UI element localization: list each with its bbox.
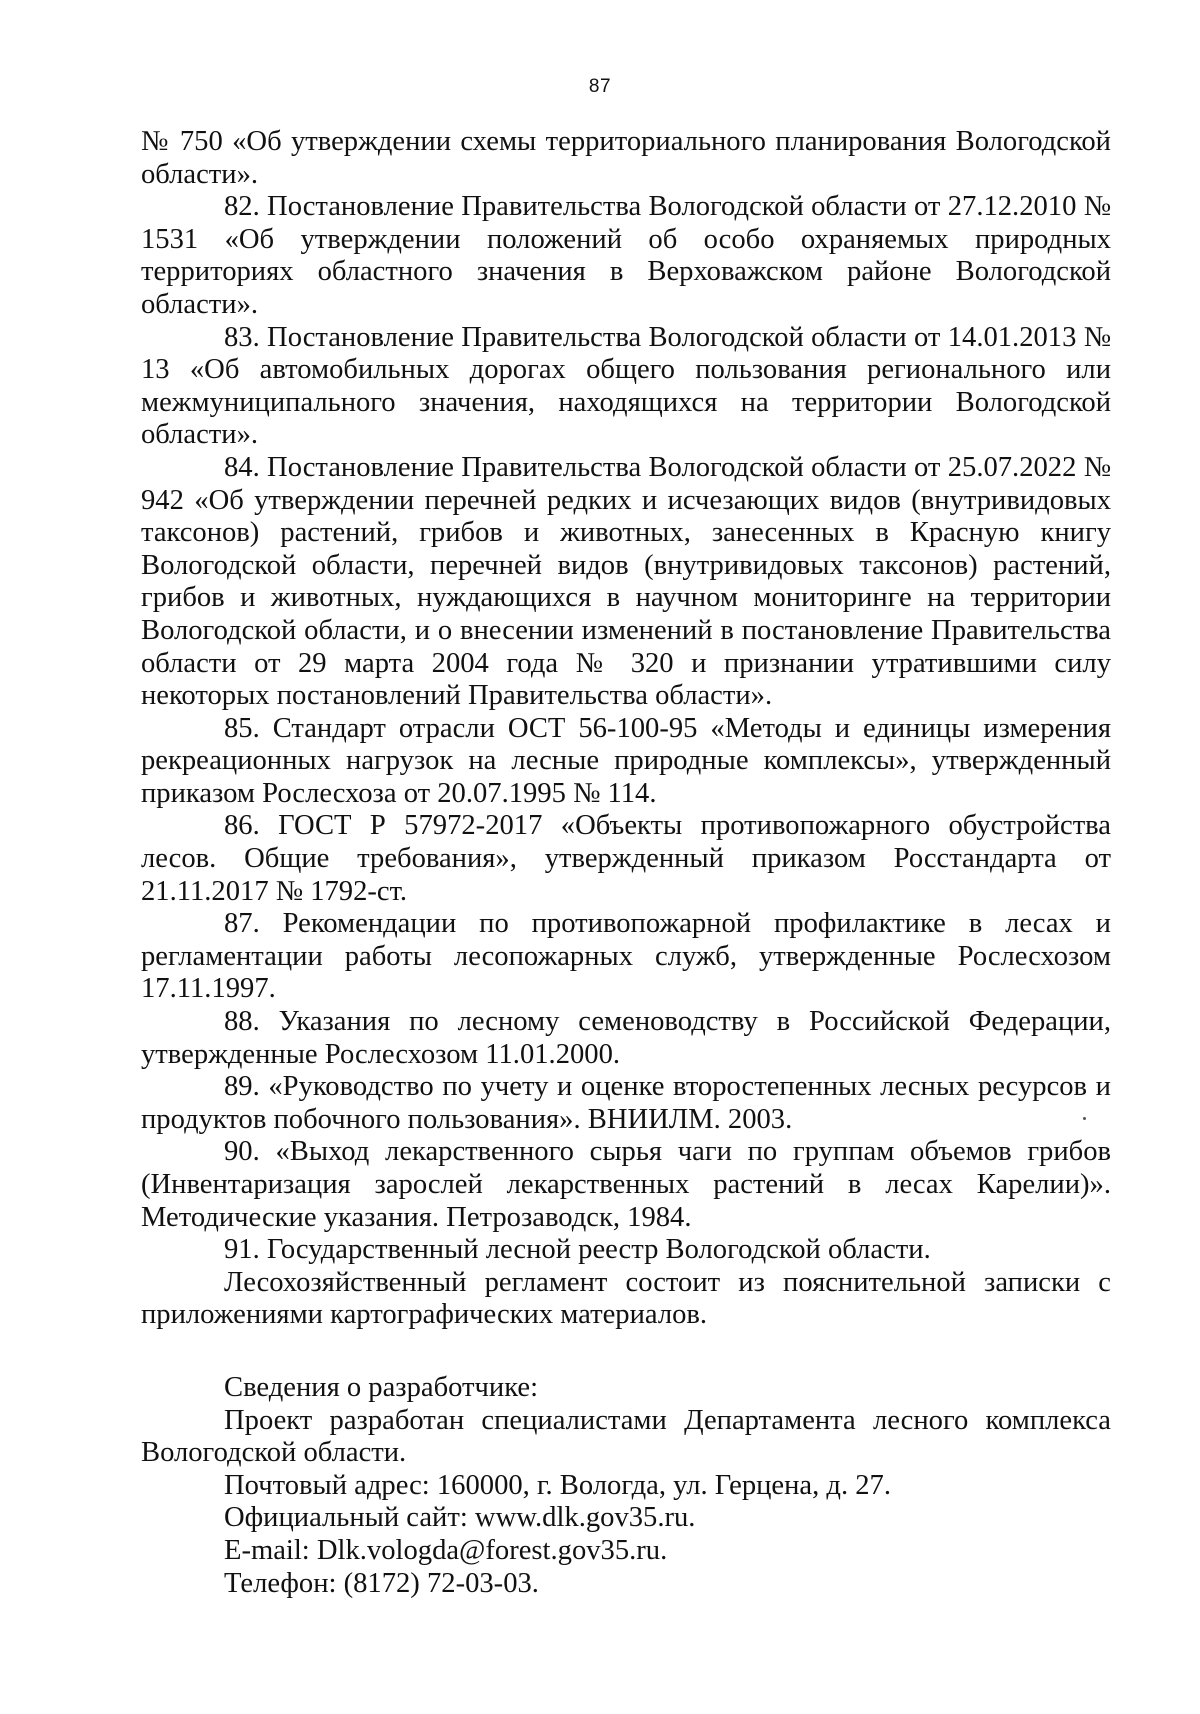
developer-email: E-mail: Dlk.vologda@forest.gov35.ru.	[224, 1534, 668, 1566]
paragraph-item-83: 83. Постановление Правительства Вологодской области от 14.01.2013 № 13 «Об автомобильных дорогах общего пользования регионального или межмуниципального значения, находящихся на территории Вологодской области».	[141, 321, 1111, 451]
paragraph-item-87: 87. Рекомендации по противопожарной профилактике в лесах и регламентации работы лесопожарных служб, утвержденные Рослесхозом 17.11.1997.	[141, 908, 1111, 1005]
paragraph-item-84: 84. Постановление Правительства Вологодской области от 25.07.2022 № 942 «Об утверждении перечней редких и исчезающих видов (внутривидовых таксонов) растений, грибов и животных, занесенных в Красную книгу Вологодской области, перечней видов (внутривидовых таксонов) растений, грибов и животных, нуждающихся в научном мониторинге на территории Вологодской области, и о внесении изменений в постановление Правительства области от 29 марта 2004 года № 320 и признании утратившими силу некоторых постановлений Правительства области».	[141, 451, 1111, 712]
developer-phone: Телефон: (8172) 72-03-03.	[224, 1567, 539, 1599]
paragraph-item-88: 88. Указания по лесному семеноводству в Российской Федерации, утвержденные Рослесхозом 11.01.2000.	[141, 1006, 1111, 1070]
developer-project: Проект разработан специалистами Департамента лесного комплекса Вологодской области.	[141, 1404, 1111, 1469]
paragraph-item-81-continuation: № 750 «Об утверждении схемы территориального планирования Вологодской области».	[141, 126, 1111, 190]
paragraph-item-90: 90. «Выход лекарственного сырья чаги по группам объемов грибов (Инвентаризация зарослей лекарственных растений в лесах Карелии)». Методические указания. Петрозаводск, 1984.	[141, 1136, 1111, 1233]
document-body	[141, 126, 1111, 1600]
paragraph-item-82: 82. Постановление Правительства Вологодской области от 27.12.2010 № 1531 «Об утверждении положений об особо охраняемых природных территориях областного значения в Верховажском районе Вологодской области».	[141, 191, 1111, 320]
developer-heading: Сведения о разработчике:	[224, 1371, 539, 1403]
page-number: 87	[588, 76, 612, 97]
paragraph-item-86: 86. ГОСТ Р 57972-2017 «Объекты противопожарного обустройства лесов. Общие требования», утвержденный приказом Росстандарта от 21.11.2017 № 1792-ст.	[141, 810, 1111, 907]
developer-address: Почтовый адрес: 160000, г. Вологда, ул. Герцена, д. 27.	[224, 1469, 891, 1501]
paragraph-item-91: 91. Государственный лесной реестр Вологодской области.	[224, 1234, 931, 1266]
paragraph-item-89: 89. «Руководство по учету и оценке второстепенных лесных ресурсов и продуктов побочного пользования». ВНИИЛМ. 2003.	[141, 1071, 1111, 1135]
scan-speck	[1083, 1117, 1086, 1120]
paragraph-item-85: 85. Стандарт отрасли ОСТ 56-100-95 «Методы и единицы измерения рекреационных нагрузок на лесные природные комплексы», утвержденный приказом Рослесхоза от 20.07.1995 № 114.	[141, 712, 1111, 809]
developer-website: Официальный сайт: www.dlk.gov35.ru.	[224, 1502, 696, 1534]
paragraph-regulation-structure: Лесохозяйственный регламент состоит из пояснительной записки с приложениями картографических материалов.	[141, 1266, 1111, 1331]
